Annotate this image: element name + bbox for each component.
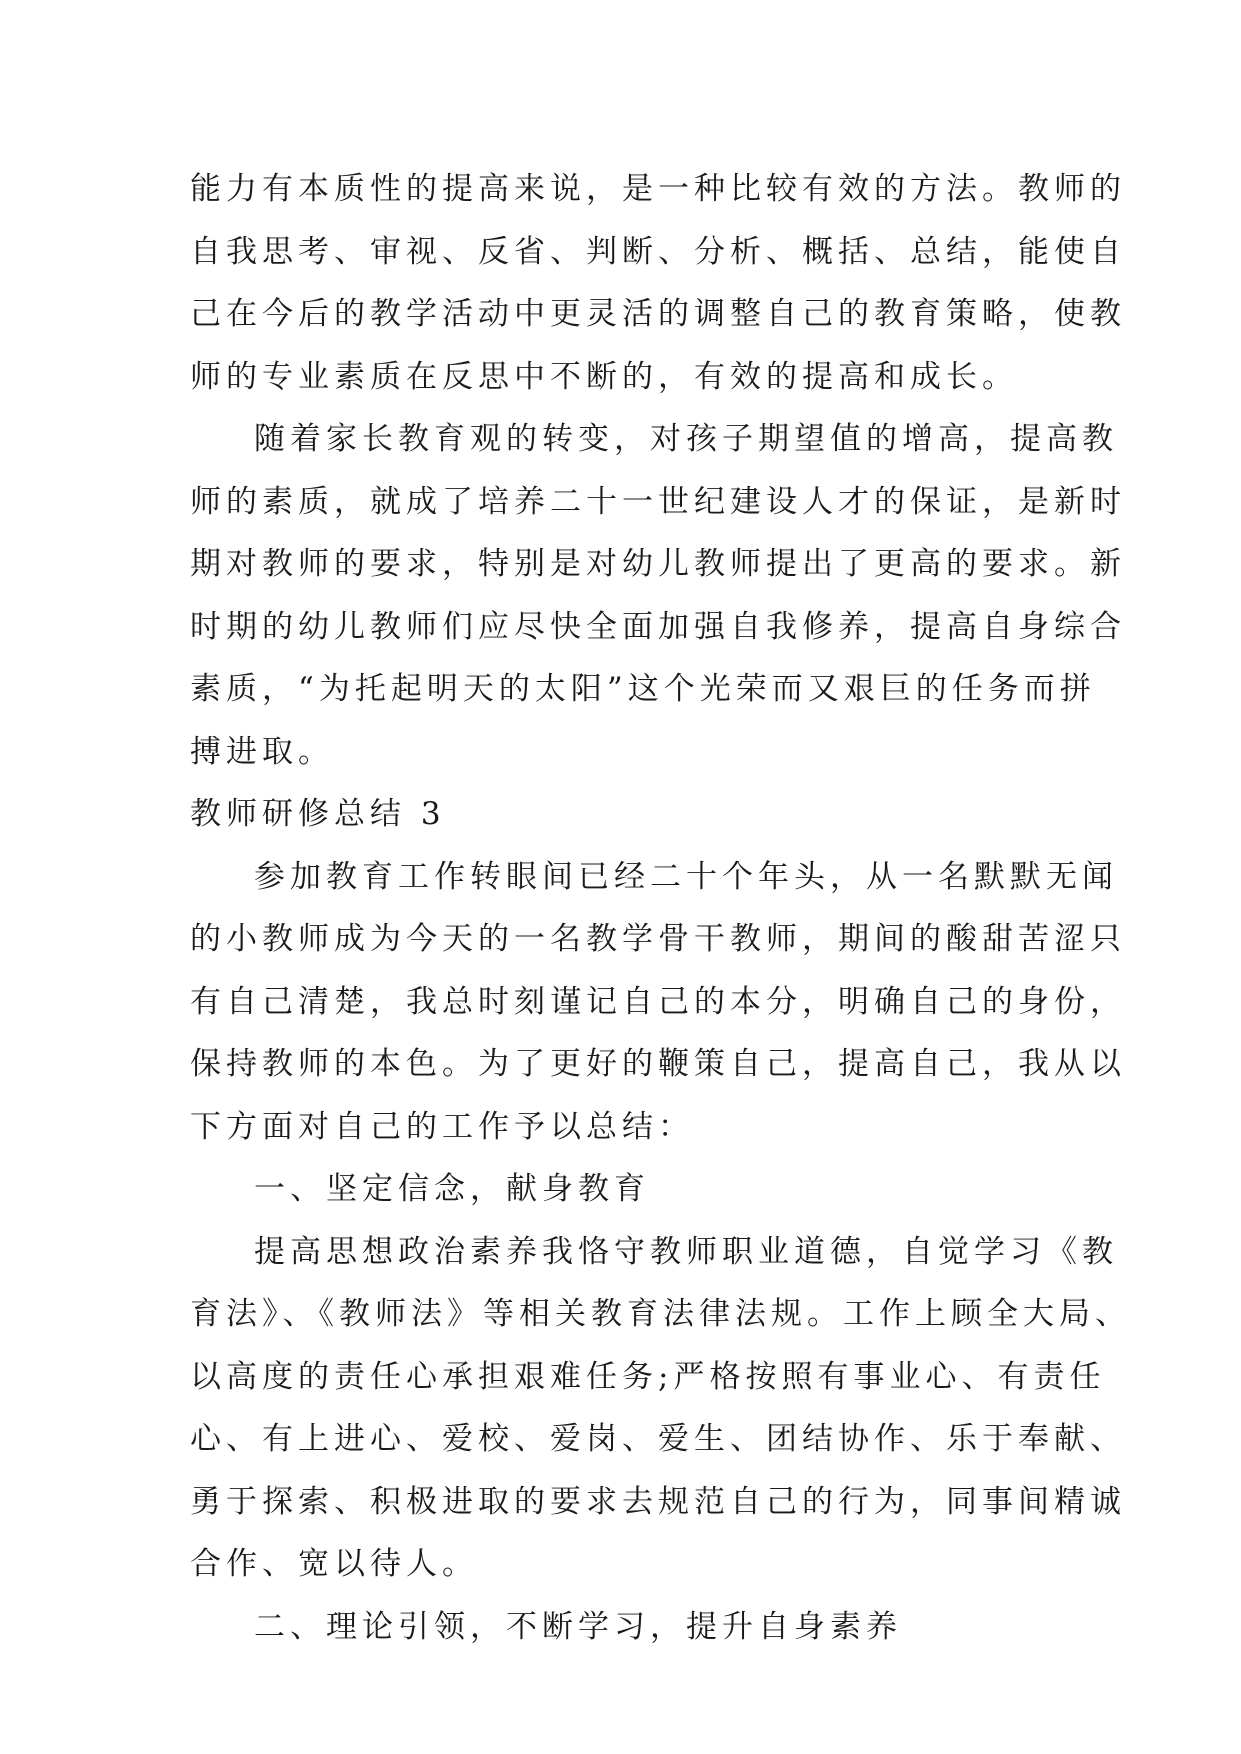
- text-line: 自我思考、审视、反省、判断、分析、概括、总结，能使自: [190, 233, 1126, 270]
- text-line: 搏进取。: [190, 733, 334, 770]
- text-line: 保持教师的本色。为了更好的鞭策自己，提高自己，我从以: [190, 1046, 1126, 1082]
- subheading: 二、理论引领，不断学习，提升自身素养: [254, 1608, 902, 1645]
- text-line: 时期的幼儿教师们应尽快全面加强自我修养，提高自身综合: [190, 608, 1126, 645]
- document-body: [190, 158, 1131, 1658]
- text-line: 育法》、《教师法》等相关教育法律法规。工作上顾全大局、: [190, 1296, 1131, 1332]
- text-line: 下方面对自己的工作予以总结：: [190, 1108, 694, 1145]
- text-line: 师的专业素质在反思中不断的，有效的提高和成长。: [190, 358, 1018, 395]
- text-line: 合作、宽以待人。: [190, 1546, 478, 1582]
- text-line: 以高度的责任心承担艰难任务;严格按照有事业心、有责任: [190, 1358, 1106, 1395]
- text-line: 提高思想政治素养我恪守教师职业道德，自觉学习《教: [254, 1233, 1118, 1270]
- text-line: 己在今后的教学活动中更灵活的调整自己的教育策略，使教: [190, 296, 1126, 332]
- text-line: 的小教师成为今天的一名教学骨干教师，期间的酸甜苦涩只: [190, 921, 1126, 957]
- text-line: 勇于探索、积极进取的要求去规范自己的行为，同事间精诚: [190, 1483, 1126, 1520]
- subheading: 一、坚定信念，献身教育: [254, 1171, 650, 1207]
- text-line: 素质，“为托起明天的太阳”这个光荣而又艰巨的任务而拼: [190, 671, 1096, 707]
- text-line: 心、有上进心、爱校、爱岗、爱生、团结协作、乐于奉献、: [190, 1421, 1126, 1457]
- text-line: 随着家长教育观的转变，对孩子期望值的增高，提高教: [254, 421, 1118, 457]
- text-line: 期对教师的要求，特别是对幼儿教师提出了更高的要求。新: [190, 546, 1126, 582]
- text-line: 有自己清楚，我总时刻谨记自己的本分，明确自己的身份，: [190, 983, 1126, 1020]
- text-line: 师的素质，就成了培养二十一世纪建设人才的保证，是新时: [190, 483, 1126, 520]
- section-heading: 教师研修总结 3: [190, 796, 446, 832]
- text-line: 能力有本质性的提高来说，是一种比较有效的方法。教师的: [190, 171, 1126, 207]
- text-line: 参加教育工作转眼间已经二十个年头，从一名默默无闻: [254, 858, 1118, 895]
